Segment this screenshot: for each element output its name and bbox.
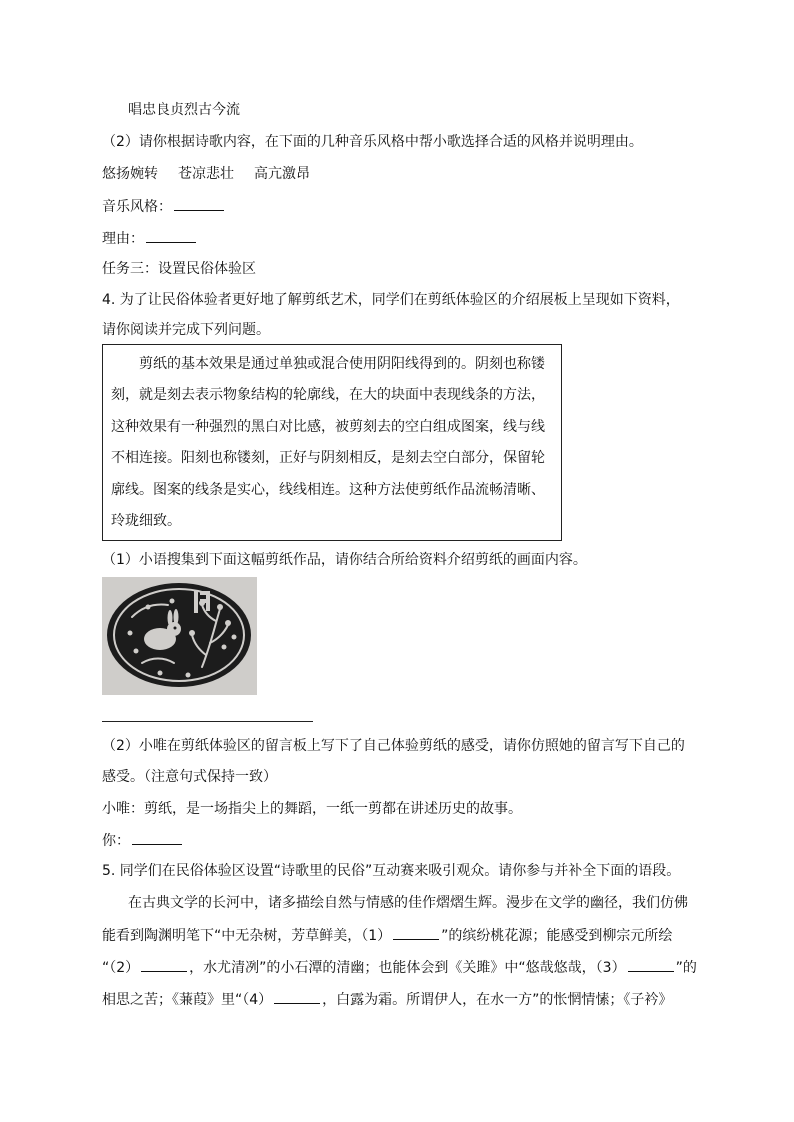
blank-1[interactable] — [393, 925, 439, 940]
material-line: 廓线。图案的线条是实心，线线相连。这种方法使剪纸作品流畅清晰、 — [111, 482, 545, 498]
material-line: 剪纸的基本效果是通过单独或混合使用阴阳线得到的。阴刻也称镂 — [111, 356, 545, 372]
paragraph-line-1: 在古典文学的长河中，诸多描绘自然与情感的佳作熠熠生辉。漫步在文学的幽径，我们仿佛 — [128, 895, 688, 911]
your-answer — [102, 830, 184, 851]
question-4-sub-2-line-2: 感受。（注意句式保持一致） — [102, 769, 277, 785]
papercut-material-box — [102, 344, 562, 541]
papercut-artwork — [102, 577, 257, 695]
paragraph-text: “（2） — [102, 960, 140, 976]
paragraph-text: ”的 — [675, 960, 697, 976]
style-option: 悠扬婉转 — [102, 166, 158, 182]
question-4-sub-1: （1）小语搜集到下面这幅剪纸作品，请你结合所给资料介绍剪纸的画面内容。 — [102, 552, 587, 568]
question-5-prompt: 5. 同学们在民俗体验区设置“诗歌里的民俗”互动赛来吸引观众。请你参与并补全下面的语段。 — [102, 863, 681, 879]
task-3-heading: 任务三：设置民俗体验区 — [102, 261, 256, 277]
paragraph-text: ，白露为霜。所谓伊人，在水一方”的怅惘情愫；《子衿》 — [322, 992, 673, 1008]
material-line: 玲珑细致。 — [111, 513, 181, 529]
reason-label: 理由： — [102, 231, 144, 247]
blank-2[interactable] — [141, 957, 187, 972]
paragraph-text: ”的缤纷桃花源；能感受到柳宗元所绘 — [441, 928, 673, 944]
material-line: 刻，就是刻去表示物象结构的轮廓线，在大的块面中表现线条的方法， — [111, 387, 545, 403]
paragraph-line-2 — [102, 925, 672, 946]
you-label: 你： — [102, 833, 130, 849]
papercut-image — [102, 577, 257, 695]
paragraph-text: ，水尤清冽”的小石潭的清幽；也能体会到《关雎》中“悠哉悠哉，（3） — [189, 960, 626, 976]
music-style-answer — [102, 196, 226, 217]
paragraph-text: 相思之苦；《蒹葭》里“（4） — [102, 992, 273, 1008]
question-4-line-1: 4. 为了让民俗体验者更好地了解剪纸艺术，同学们在剪纸体验区的介绍展板上呈现如下资料， — [102, 292, 680, 308]
material-line: 这种效果有一种强烈的黑白对比感，被剪刻去的空白组成图案，线与线 — [111, 419, 545, 435]
question-4-sub-2-line-1: （2）小唯在剪纸体验区的留言板上写下了自己体验剪纸的感受，请你仿照她的留言写下自己的 — [102, 738, 685, 754]
reason-blank[interactable] — [146, 228, 196, 243]
music-style-blank[interactable] — [174, 196, 224, 211]
music-style-label: 音乐风格： — [102, 199, 172, 215]
xiaowei-message: 小唯：剪纸，是一场指尖上的舞蹈，一纸一剪都在讲述历史的故事。 — [102, 801, 522, 817]
blank-4[interactable] — [274, 989, 320, 1004]
reason-answer — [102, 228, 198, 249]
answer-line[interactable] — [102, 721, 313, 722]
poem-last-line: 唱忠良贞烈古今流 — [128, 102, 240, 118]
paragraph-line-4 — [102, 989, 672, 1010]
music-style-options — [102, 164, 310, 184]
your-answer-blank[interactable] — [132, 830, 182, 845]
question-2-prompt: （2）请你根据诗歌内容，在下面的几种音乐风格中帮小歌选择合适的风格并说明理由。 — [102, 134, 643, 150]
paragraph-text: 能看到陶渊明笔下“中无杂树，芳草鲜美，（1） — [102, 928, 392, 944]
blank-3[interactable] — [628, 957, 674, 972]
style-option: 苍凉悲壮 — [178, 166, 234, 182]
paragraph-line-3 — [102, 957, 697, 978]
style-option: 高亢激昂 — [254, 166, 310, 182]
material-line: 不相连接。阳刻也称镂刻，正好与阴刻相反，是刻去空白部分，保留轮 — [111, 450, 545, 466]
question-4-line-2: 请你阅读并完成下列问题。 — [102, 322, 270, 338]
